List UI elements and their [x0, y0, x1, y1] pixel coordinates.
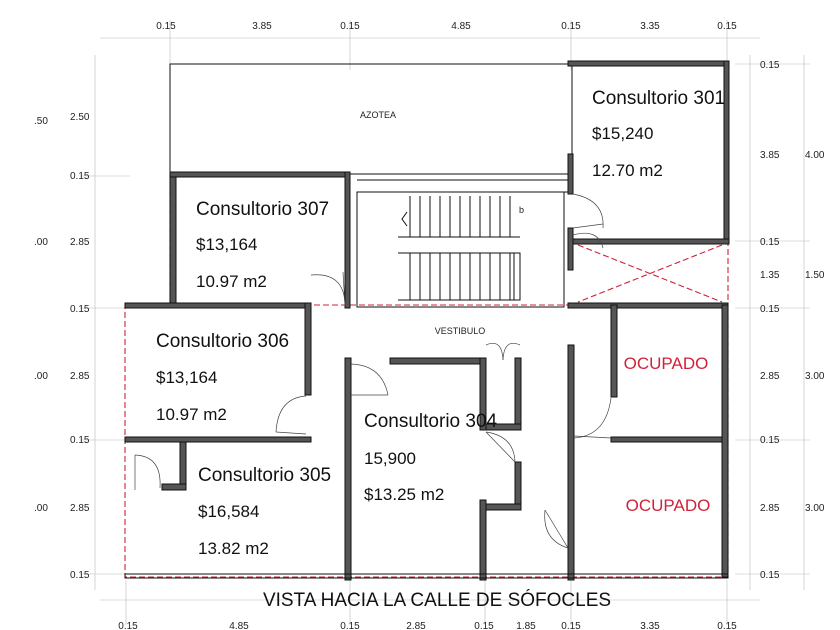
dim-top-3: 0.15 — [340, 21, 360, 32]
left-outer-dimensions — [34, 116, 48, 514]
room-304-area: $13.25 m2 — [364, 485, 445, 504]
dim-right-6: 2.85 — [760, 371, 780, 382]
dim-right-4: 1.35 — [760, 270, 780, 281]
dim-bottom-3: 0.15 — [340, 621, 360, 630]
dim-right-7: 0.15 — [760, 435, 780, 446]
room-301-area: 12.70 m2 — [592, 161, 663, 180]
left-inner-dimensions — [70, 112, 90, 581]
dim-bottom-6: 1.85 — [516, 621, 536, 630]
room-307-area: 10.97 m2 — [196, 272, 267, 291]
right-outer-dimensions — [805, 150, 825, 514]
dim-left-7: 2.85 — [70, 503, 90, 514]
dim-left-2: 0.15 — [70, 171, 90, 182]
room-305 — [198, 465, 331, 558]
room-306-price: $13,164 — [156, 368, 218, 387]
dim-bottom-9: 0.15 — [717, 621, 737, 630]
dim-left-outer-4: .00 — [34, 503, 48, 514]
bottom-dimensions — [118, 621, 737, 630]
stair-mark: b — [519, 205, 525, 215]
dim-left-8: 0.15 — [70, 570, 90, 581]
occupied-label-upper: OCUPADO — [623, 354, 709, 373]
dim-top-1: 0.15 — [156, 21, 176, 32]
room-306-name: Consultorio 306 — [156, 331, 290, 352]
dim-right-9: 0.15 — [760, 570, 780, 581]
dim-right-1: 0.15 — [760, 60, 780, 71]
room-304-price: 15,900 — [364, 449, 416, 468]
room-306 — [156, 331, 289, 424]
dim-left-5: 2.85 — [70, 371, 90, 382]
dim-right-3: 0.15 — [760, 237, 780, 248]
dim-top-5: 0.15 — [561, 21, 581, 32]
dim-bottom-4: 2.85 — [406, 621, 426, 630]
dim-top-4: 4.85 — [451, 21, 471, 32]
room-305-area: 13.82 m2 — [198, 539, 269, 558]
room-305-name: Consultorio 305 — [198, 465, 332, 486]
room-301-name: Consultorio 301 — [592, 88, 726, 109]
top-dimensions — [156, 21, 737, 32]
roof-label: AZOTEA — [359, 110, 397, 120]
dim-top-7: 0.15 — [717, 21, 737, 32]
dim-top-2: 3.85 — [252, 21, 272, 32]
dim-right-outer-2: 1.50 — [805, 270, 825, 281]
lobby-label: VESTIBULO — [434, 326, 486, 336]
dim-left-4: 0.15 — [70, 304, 90, 315]
right-inner-dimensions — [760, 60, 780, 581]
dim-right-5: 0.15 — [760, 304, 780, 315]
dim-left-outer-1: .50 — [34, 116, 48, 127]
room-301 — [592, 88, 725, 180]
dim-top-6: 3.35 — [640, 21, 660, 32]
dim-left-outer-3: .00 — [34, 371, 48, 382]
room-304 — [364, 411, 498, 504]
room-306-area: 10.97 m2 — [156, 405, 227, 424]
room-305-price: $16,584 — [198, 502, 260, 521]
dim-left-6: 0.15 — [70, 435, 90, 446]
dim-bottom-7: 0.15 — [561, 621, 581, 630]
stair — [398, 196, 524, 300]
dim-right-2: 3.85 — [760, 150, 780, 161]
plan-caption: VISTA HACIA LA CALLE DE SÓFOCLES — [262, 590, 612, 611]
dim-left-outer-2: .00 — [34, 237, 48, 248]
dim-left-1: 2.50 — [70, 112, 90, 123]
room-304-name: Consultorio 304 — [364, 411, 498, 432]
dim-right-8: 2.85 — [760, 503, 780, 514]
dim-bottom-2: 4.85 — [229, 621, 249, 630]
room-307-name: Consultorio 307 — [196, 199, 330, 220]
roof-area — [170, 64, 572, 174]
dim-bottom-1: 0.15 — [118, 621, 138, 630]
occupied-label-lower: OCUPADO — [625, 496, 711, 515]
room-307-price: $13,164 — [196, 235, 258, 254]
dim-bottom-5: 0.15 — [474, 621, 494, 630]
dim-left-3: 2.85 — [70, 237, 90, 248]
room-307 — [196, 199, 329, 291]
dim-bottom-8: 3.35 — [640, 621, 660, 630]
dim-right-outer-3: 3.00 — [805, 371, 825, 382]
room-301-price: $15,240 — [592, 124, 654, 143]
dimension-guides — [80, 20, 810, 625]
dim-right-outer-1: 4.00 — [805, 150, 825, 161]
dim-right-outer-4: 3.00 — [805, 503, 825, 514]
